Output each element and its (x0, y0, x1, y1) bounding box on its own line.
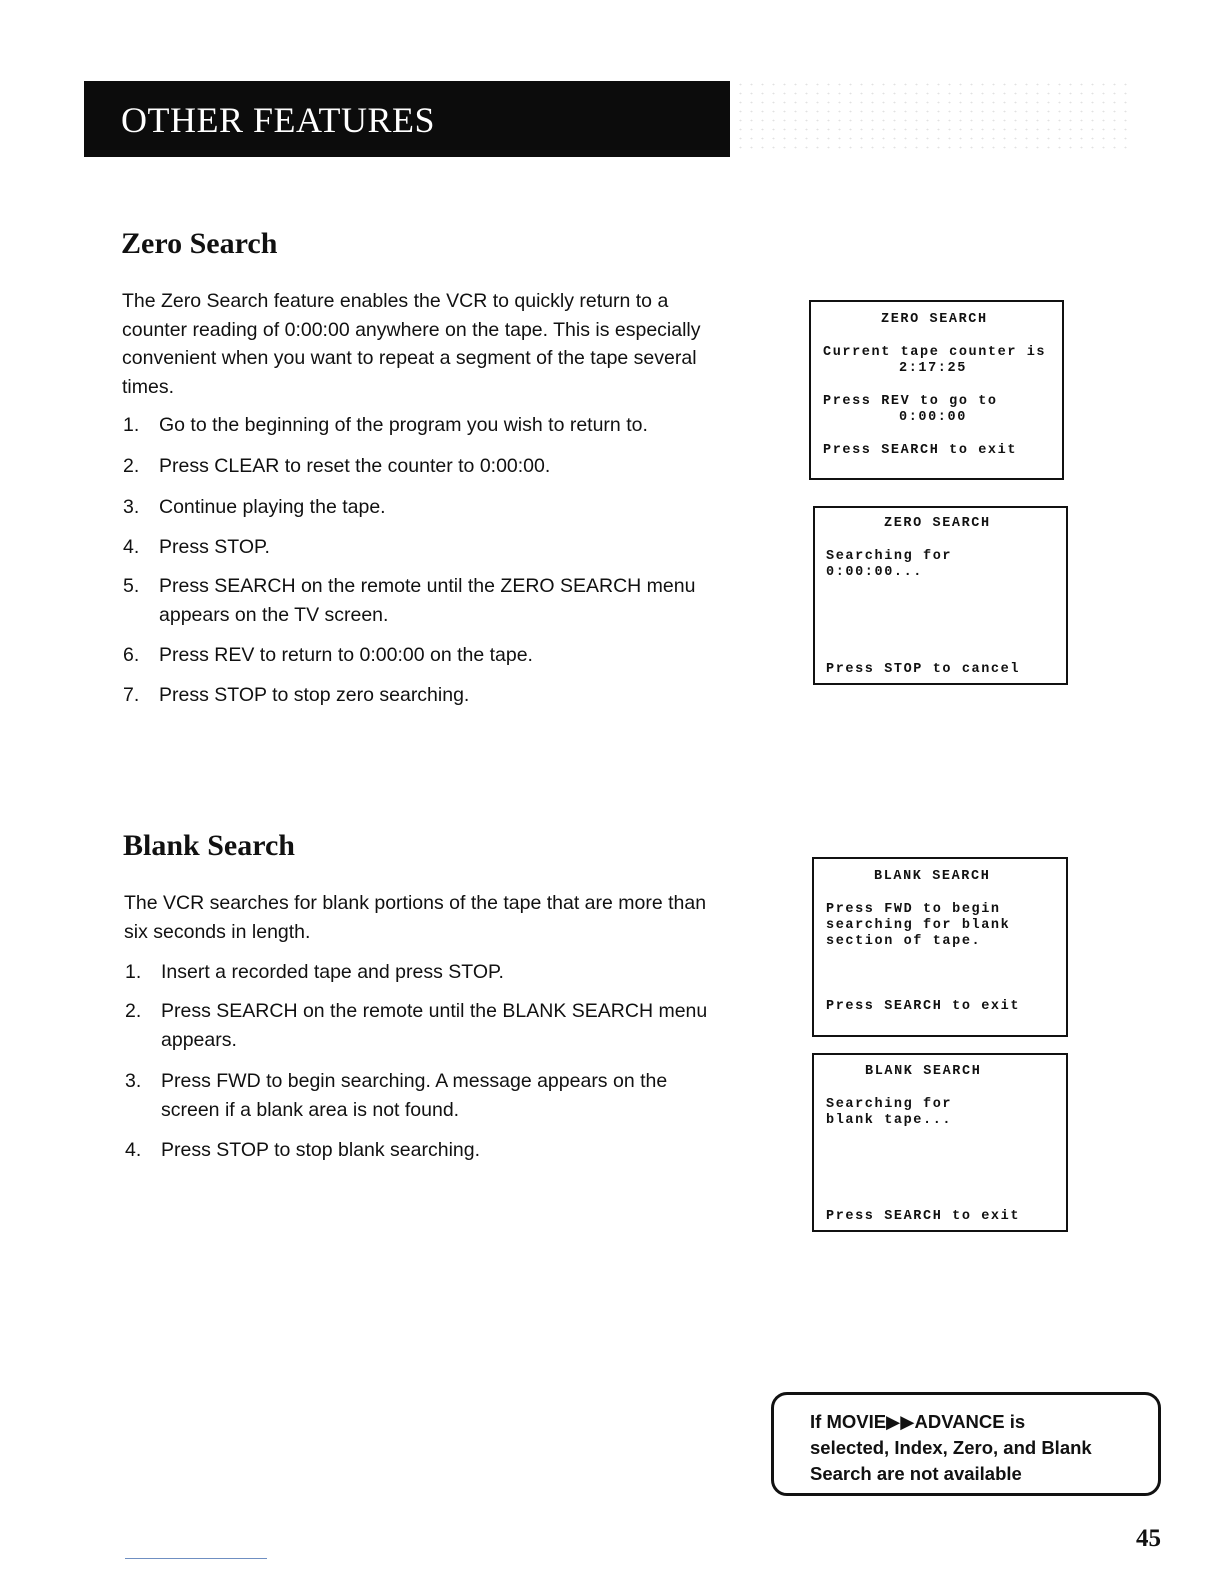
zero-search-intro: The Zero Search feature enables the VCR to quickly return to a counter reading of 0:00:00 anywhere on the tape. This is especially convenient when you want to repeat a segment of the tape several times. (122, 290, 701, 398)
step-text: Press STOP to stop zero searching. (159, 684, 470, 706)
note-line: selected, Index, Zero, and Blank (810, 1437, 1092, 1458)
step-text: Go to the beginning of the program you wish to return to. (159, 414, 648, 436)
step-text: Press REV to return to 0:00:00 on the tape. (159, 644, 533, 666)
step-text: Press CLEAR to reset the counter to 0:00:00. (159, 455, 551, 477)
step-number: 2. (125, 1000, 142, 1022)
step-number: 6. (123, 644, 140, 666)
step-text: Continue playing the tape. (159, 496, 386, 518)
print-speckle-decoration (735, 80, 1135, 155)
osd-title: ZERO SEARCH (881, 312, 988, 327)
osd-line: Searching for (826, 1097, 953, 1112)
osd-line: searching for blank (826, 918, 1011, 933)
osd-line: Current tape counter is (823, 345, 1047, 360)
step-number: 4. (125, 1139, 142, 1161)
blank-search-intro: The VCR searches for blank portions of the tape that are more than six seconds in length. (124, 892, 707, 943)
osd-counter-value: 2:17:25 (899, 361, 967, 376)
page-number: 45 (1136, 1525, 1161, 1552)
step-number: 1. (123, 414, 140, 436)
step-number: 4. (123, 536, 140, 558)
osd-target-value: 0:00:00 (899, 410, 967, 425)
step-text: Press SEARCH on the remote until the BLANK SEARCH menu appears. (161, 1000, 708, 1051)
step-text: Insert a recorded tape and press STOP. (161, 961, 504, 983)
osd-line: Press FWD to begin (826, 902, 1001, 917)
osd-line: Press REV to go to (823, 394, 998, 409)
step-text: Press FWD to begin searching. A message appears on the screen if a blank area is not found. (161, 1070, 668, 1121)
availability-note (771, 1392, 1161, 1496)
osd-footer: Press SEARCH to exit (826, 999, 1021, 1014)
step-number: 5. (123, 575, 140, 597)
blank-search-heading: Blank Search (123, 829, 295, 862)
osd-line: section of tape. (826, 934, 982, 949)
osd-footer: Press SEARCH to exit (826, 1209, 1021, 1224)
osd-title: ZERO SEARCH (884, 516, 991, 531)
blank-search-screen-1 (812, 857, 1068, 1037)
step-number: 2. (123, 455, 140, 477)
header-bar (84, 81, 730, 157)
osd-footer: Press STOP to cancel (826, 662, 1021, 677)
step-text: Press STOP to stop blank searching. (161, 1139, 481, 1161)
step-number: 7. (123, 684, 140, 706)
note-text (810, 1409, 1150, 1487)
blank-search-screen-2 (812, 1053, 1068, 1232)
step-text: Press SEARCH on the remote until the ZERO SEARCH menu appears on the TV screen. (159, 575, 696, 626)
zero-search-screen-1 (809, 300, 1064, 480)
zero-search-screen-2 (813, 506, 1068, 685)
osd-footer: Press SEARCH to exit (823, 443, 1018, 458)
osd-title: BLANK SEARCH (865, 1064, 982, 1079)
osd-line: blank tape... (826, 1113, 953, 1128)
page-title: OTHER FEATURES (121, 100, 436, 140)
step-number: 1. (125, 961, 142, 983)
note-line: If MOVIE▶▶ADVANCE is (810, 1411, 1026, 1432)
note-line: Search are not available (810, 1463, 1022, 1484)
bottom-rule (125, 1558, 267, 1559)
osd-line: 0:00:00... (826, 565, 924, 580)
osd-line: Searching for (826, 549, 953, 564)
step-text: Press STOP. (159, 536, 270, 558)
osd-title: BLANK SEARCH (874, 869, 991, 884)
step-number: 3. (123, 496, 140, 518)
step-number: 3. (125, 1070, 142, 1092)
zero-search-heading: Zero Search (121, 227, 278, 260)
